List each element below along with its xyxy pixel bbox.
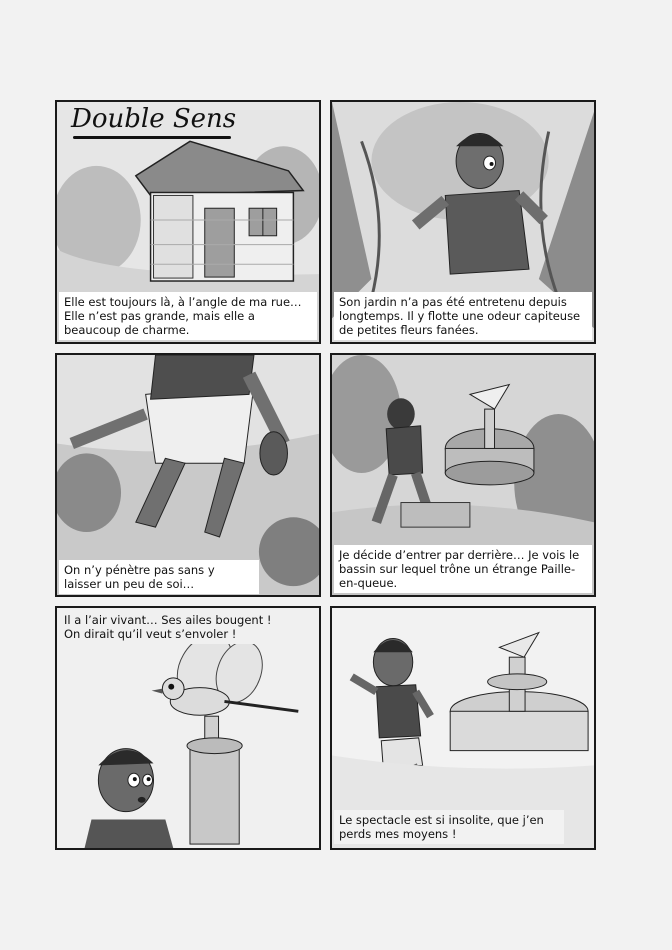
panel-2-garden-boy	[330, 100, 596, 344]
panel-4-caption: Je décide d’entrer par derrière… Je vois le bassin sur lequel trône un étrange Paille-en-queue.	[334, 545, 592, 593]
panel-6-caption: Le spectacle est si insolite, que j’en perds mes moyens !	[334, 810, 564, 844]
panel-4-fountain	[330, 353, 596, 597]
title-underline	[73, 136, 231, 139]
bird-statue-illustration	[57, 608, 319, 848]
panel-5-bird-closeup	[55, 606, 321, 850]
page-title: Double Sens	[71, 104, 237, 134]
panel-1-caption: Elle est toujours là, à l’angle de ma rue… Elle n’est pas grande, mais elle a beaucoup de charme.	[59, 292, 317, 340]
legs-stepping-illustration	[57, 355, 319, 595]
panel-3-caption: On n’y pénètre pas sans y laisser un peu de soi…	[59, 560, 259, 594]
panel-3-legs	[55, 353, 321, 597]
panel-1-house	[55, 100, 321, 344]
panel-6-boy-startled	[330, 606, 596, 850]
panel-2-caption: Son jardin n’a pas été entretenu depuis longtemps. Il y flotte une odeur capiteuse de petites fleurs fanées.	[334, 292, 592, 340]
panel-5-caption: Il a l’air vivant… Ses ailes bougent ! On dirait qu’il veut s’envoler !	[59, 610, 289, 644]
